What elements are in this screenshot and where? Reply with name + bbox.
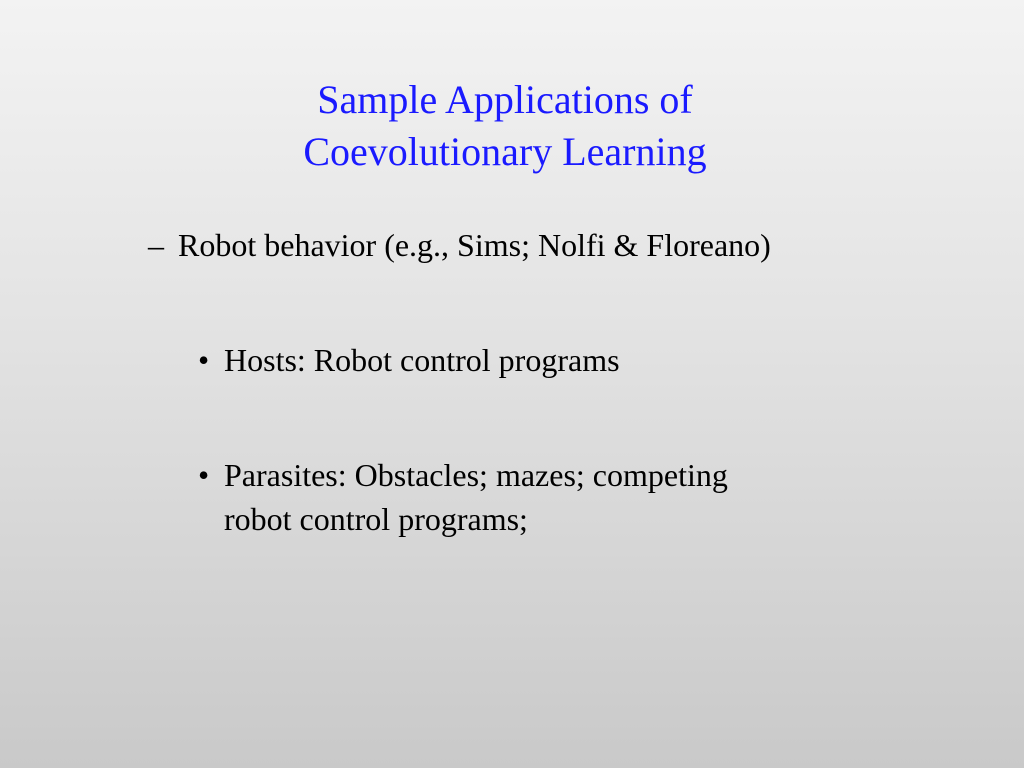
bullet-robot-behavior-text: Robot behavior (e.g., Sims; Nolfi & Floreano) [178, 227, 771, 263]
sub-bullet-parasites [198, 453, 904, 541]
sub-bullet-hosts-text: Hosts: Robot control programs [224, 342, 620, 378]
slide-title-line-1: Sample Applications of [317, 77, 693, 122]
bullet-marker: • [198, 342, 210, 378]
bullet-marker: • [198, 457, 210, 493]
sub-bullet-parasites-line-1: Parasites: Obstacles; mazes; competing [224, 457, 728, 493]
slide-title-line-2: Coevolutionary Learning [303, 129, 707, 174]
dash-marker: – [148, 227, 164, 263]
bullet-robot-behavior [148, 223, 771, 267]
sub-bullet-parasites-text [224, 453, 904, 541]
sub-bullet-parasites-line-2: robot control programs; [224, 501, 528, 537]
slide-title [0, 74, 1010, 178]
sub-bullet-hosts [198, 338, 904, 382]
